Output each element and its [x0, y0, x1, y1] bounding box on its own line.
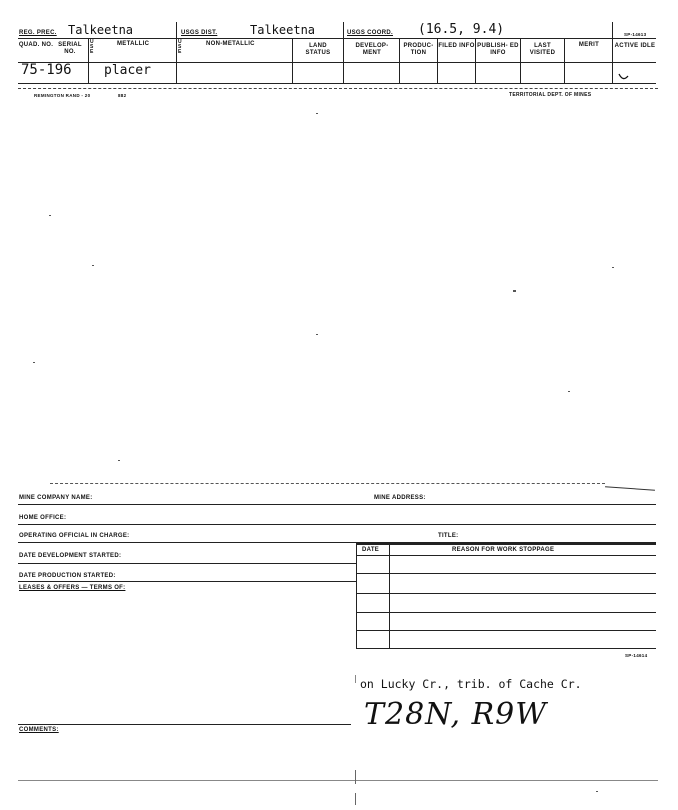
home-office-label: HOME OFFICE:	[19, 515, 67, 521]
reg-prec-label: REG. PREC.	[19, 30, 57, 36]
reg-prec-value: Talkeetna	[68, 23, 134, 37]
col-development: DEVELOP- MENT	[355, 43, 389, 56]
record-metallic: placer	[104, 63, 151, 78]
col-use-metallic: U S E	[90, 39, 94, 55]
form-number-top: SP-14613	[624, 32, 647, 37]
col-merit: MERIT	[578, 42, 600, 48]
usgs-coord-value: (16.5, 9.4)	[418, 22, 505, 37]
usgs-dist-value: Talkeetna	[250, 23, 316, 37]
typed-location-note: on Lucky Cr., trib. of Cache Cr.	[360, 677, 582, 691]
col-serial-no: SERIAL NO.	[58, 42, 82, 55]
comments-label: COMMENTS:	[19, 727, 59, 733]
col-metallic: METALLIC	[117, 41, 150, 47]
col-published-info: PUBLISH- ED INFO	[477, 43, 519, 56]
date-development-label: DATE DEVELOPMENT STARTED:	[19, 553, 122, 559]
leases-label: LEASES & OFFERS — TERMS OF:	[19, 585, 126, 591]
usgs-dist-label: USGS DIST.	[181, 30, 218, 36]
idle-check-mark	[618, 72, 630, 82]
usgs-coord-label: USGS COORD.	[347, 30, 393, 36]
record-quad-serial: 75-196	[21, 62, 72, 78]
stoppage-date-header: DATE	[362, 547, 380, 553]
title-label: TITLE:	[438, 533, 459, 539]
col-non-metallic: NON-METALLIC	[206, 41, 255, 47]
col-last-visited: LAST VISITED	[529, 43, 556, 56]
stoppage-reason-header: REASON FOR WORK STOPPAGE	[452, 547, 555, 553]
handwritten-note: T28N, R9W	[364, 697, 548, 732]
mine-address-label: MINE ADDRESS:	[374, 495, 426, 501]
form-number-bottom: SP-14614	[625, 653, 648, 658]
col-land-status: LAND STATUS	[305, 43, 331, 56]
col-filed-info: FILED INFO	[438, 43, 475, 49]
footer-left-code: 882	[118, 93, 127, 98]
footer-right-text: TERRITORIAL DEPT. OF MINES	[509, 92, 592, 98]
col-use-nonmetallic: U S E	[178, 39, 182, 55]
col-active-idle: ACTIVE IDLE	[614, 43, 656, 49]
mine-company-label: MINE COMPANY NAME:	[19, 495, 93, 501]
operating-official-label: OPERATING OFFICIAL IN CHARGE:	[19, 533, 130, 539]
footer-left-text: REMINGTON RAND - 20	[34, 93, 91, 98]
date-production-label: DATE PRODUCTION STARTED:	[19, 573, 116, 579]
col-production: PRODUC- TION	[403, 43, 434, 56]
col-quad-no: QUAD. NO.	[18, 42, 54, 48]
